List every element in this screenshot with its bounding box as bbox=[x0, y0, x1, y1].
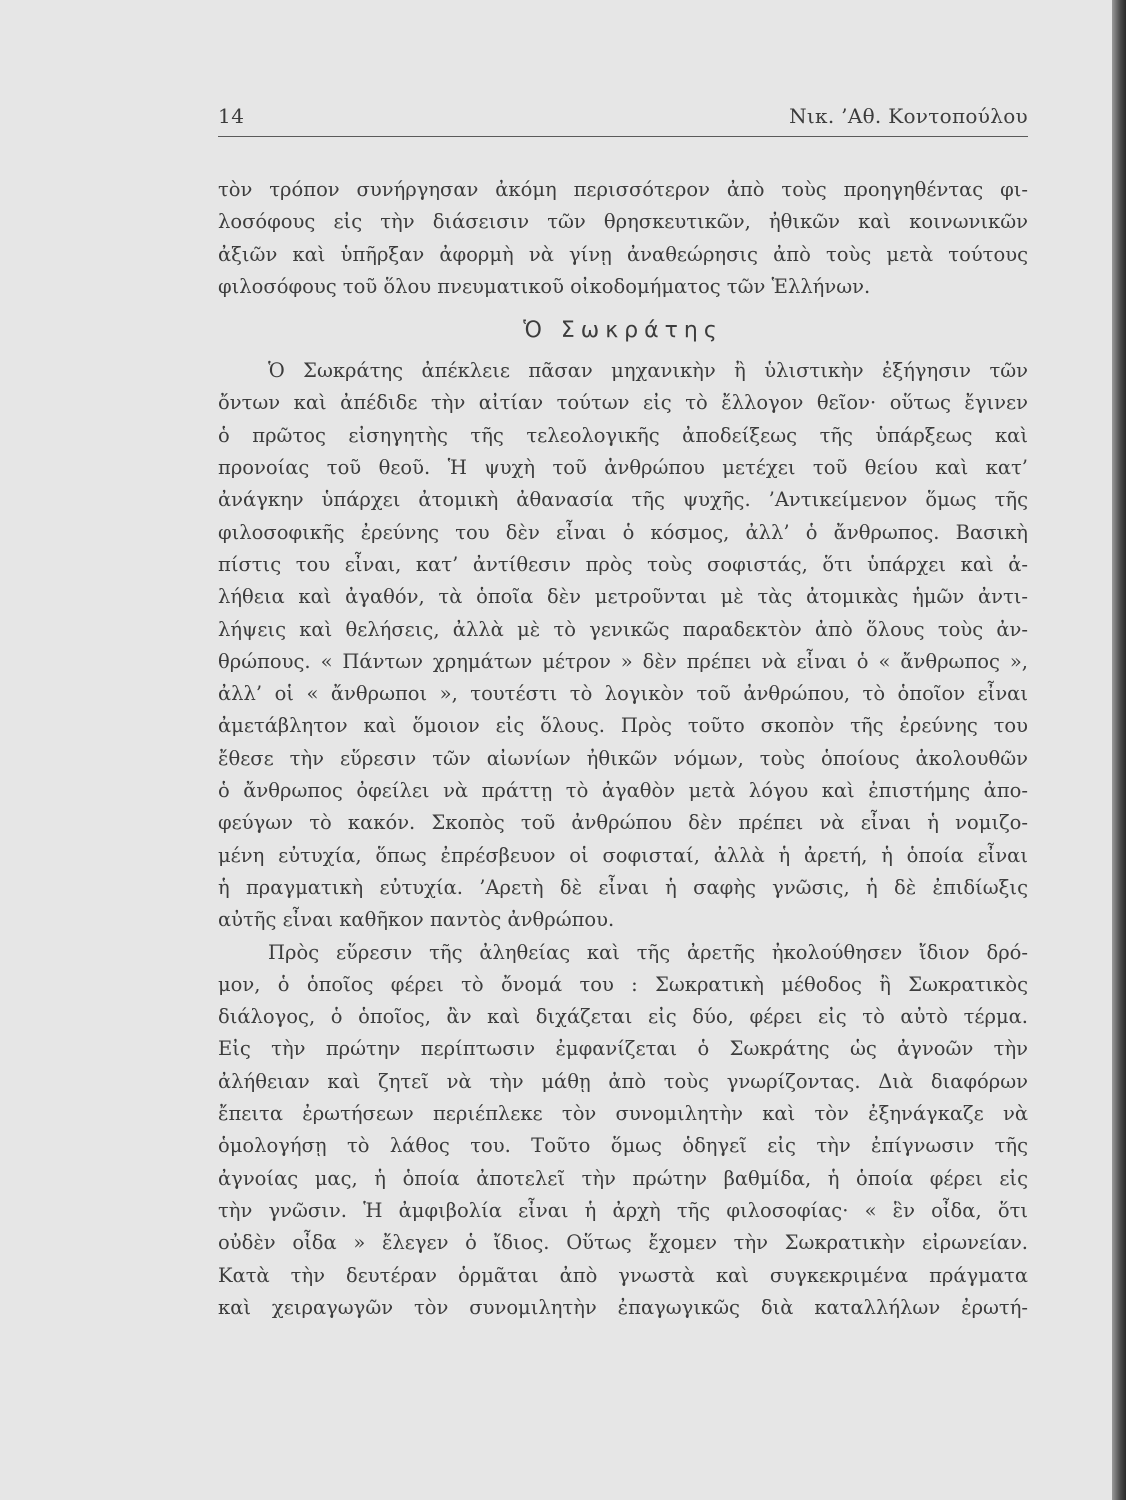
paragraph-intro bbox=[218, 174, 1028, 303]
text-line: ὄντων καὶ ἀπέδιδε τὴν αἰτίαν τούτων εἰς τὸ ἔλλογον θεῖον· οὕτως ἔγινεν bbox=[218, 391, 1028, 415]
page-body bbox=[218, 174, 1028, 1324]
text-line: λοσόφους εἰς τὴν διάσεισιν τῶν θρησκευτικῶν, ἠθικῶν καὶ κοινωνικῶν bbox=[218, 210, 1028, 234]
text-line: διάλογος, ὁ ὁποῖος, ἂν καὶ διχάζεται εἰς δύο, φέρει εἰς τὸ αὐτὸ τέρμα. bbox=[218, 1005, 1028, 1029]
text-line: ὁμολογήσῃ τὸ λάθος του. Τοῦτο ὅμως ὁδηγεῖ εἰς τὴν ἐπίγνωσιν τῆς bbox=[218, 1134, 1028, 1158]
paragraph-socrates bbox=[218, 355, 1028, 936]
text-line: καὶ χειραγωγῶν τὸν συνομιλητὴν ἐπαγωγικῶς διὰ καταλλήλων ἐρωτή- bbox=[218, 1295, 1028, 1319]
running-head-author: Νικ. ’Αθ. Κοντοπούλου bbox=[789, 104, 1028, 128]
text-line: θρώπους. « Πάντων χρημάτων μέτρον » δὲν πρέπει νὰ εἶναι ὁ « ἄνθρωπος », bbox=[218, 649, 1028, 673]
text-line: ὁ πρῶτος εἰσηγητὴς τῆς τελεολογικῆς ἀποδείξεως τῆς ὑπάρξεως καὶ bbox=[218, 423, 1028, 447]
text-line: ἀνάγκην ὑπάρχει ἀτομικὴ ἀθανασία τῆς ψυχῆς. ’Αντικείμενον ὅμως τῆς bbox=[218, 488, 1028, 512]
text-line: ἀξιῶν καὶ ὑπῆρξαν ἀφορμὴ νὰ γίνῃ ἀναθεώρησις ἀπὸ τοὺς μετὰ τούτους bbox=[218, 242, 1028, 266]
text-line: ἔθεσε τὴν εὕρεσιν τῶν αἰωνίων ἠθικῶν νόμων, τοὺς ὁποίους ἀκολουθῶν bbox=[218, 746, 1028, 770]
scan-edge-shadow bbox=[1112, 0, 1126, 1500]
text-line: ἀμετάβλητον καὶ ὅμοιον εἰς ὅλους. Πρὸς τοῦτο σκοπὸν τῆς ἐρεύνης του bbox=[218, 714, 1028, 738]
section-heading: Ὁ Σωκράτης bbox=[523, 318, 723, 344]
text-line: ἀλλ’ οἱ « ἄνθρωποι », τουτέστι τὸ λογικὸν τοῦ ἀνθρώπου, τὸ ὁποῖον εἶναι bbox=[218, 682, 1028, 706]
text-line: λήψεις καὶ θελήσεις, ἀλλὰ μὲ τὸ γενικῶς παραδεκτὸν ἀπὸ ὅλους τοὺς ἀν- bbox=[218, 617, 1028, 641]
page-header bbox=[218, 102, 1028, 137]
text-line: φιλοσοφικῆς ἐρεύνης του δὲν εἶναι ὁ κόσμος, ἀλλ’ ὁ ἄνθρωπος. Βασικὴ bbox=[218, 520, 1028, 544]
page-number: 14 bbox=[218, 104, 245, 128]
text-line: ὁ ἄνθρωπος ὀφείλει νὰ πράττῃ τὸ ἀγαθὸν μετὰ λόγου καὶ ἐπιστήμης ἀπο- bbox=[218, 779, 1028, 803]
text-line: Κατὰ τὴν δευτέραν ὁρμᾶται ἀπὸ γνωστὰ καὶ συγκεκριμένα πράγματα bbox=[218, 1263, 1028, 1287]
text-line: φεύγων τὸ κακόν. Σκοπὸς τοῦ ἀνθρώπου δὲν πρέπει νὰ εἶναι ἡ νομιζο- bbox=[218, 811, 1028, 835]
text-line: οὐδὲν οἶδα » ἔλεγεν ὁ ἴδιος. Οὕτως ἔχομεν τὴν Σωκρατικὴν εἰρωνείαν. bbox=[218, 1231, 1028, 1255]
text-line: Πρὸς εὕρεσιν τῆς ἀληθείας καὶ τῆς ἀρετῆς ἠκολούθησεν ἴδιον δρό- bbox=[268, 940, 1028, 964]
text-line: Εἰς τὴν πρώτην περίπτωσιν ἐμφανίζεται ὁ Σωκράτης ὡς ἀγνοῶν τὴν bbox=[218, 1037, 1028, 1061]
text-line: αὐτῆς εἶναι καθῆκον παντὸς ἀνθρώπου. bbox=[218, 908, 615, 932]
text-line: πίστις του εἶναι, κατ’ ἀντίθεσιν πρὸς τοὺς σοφιστάς, ὅτι ὑπάρχει καὶ ἀ- bbox=[218, 552, 1028, 576]
paragraph-method bbox=[218, 937, 1028, 1325]
text-line: τὴν γνῶσιν. Ἡ ἀμφιβολία εἶναι ἡ ἀρχὴ τῆς φιλοσοφίας· « ἓν οἶδα, ὅτι bbox=[218, 1198, 1028, 1222]
text-line: ἀγνοίας μας, ἡ ὁποία ἀποτελεῖ τὴν πρώτην βαθμίδα, ἡ ὁποία φέρει εἰς bbox=[218, 1166, 1028, 1190]
text-line: μένη εὐτυχία, ὅπως ἐπρέσβευον οἱ σοφισταί, ἀλλὰ ἡ ἀρετή, ἡ ὁποία εἶναι bbox=[218, 843, 1028, 867]
text-line: λήθεια καὶ ἀγαθόν, τὰ ὁποῖα δὲν μετροῦνται μὲ τὰς ἀτομικὰς ἡμῶν ἀντι- bbox=[218, 585, 1028, 609]
text-line: τὸν τρόπον συνήργησαν ἀκόμη περισσότερον ἀπὸ τοὺς προηγηθέντας φι- bbox=[218, 178, 1028, 201]
text-line: Ὁ Σωκράτης ἀπέκλειε πᾶσαν μηχανικὴν ἢ ὑλιστικὴν ἐξήγησιν τῶν bbox=[268, 359, 1028, 383]
text-line: ἀλήθειαν καὶ ζητεῖ νὰ τὴν μάθῃ ἀπὸ τοὺς γνωρίζοντας. Διὰ διαφόρων bbox=[218, 1069, 1028, 1093]
text-line: μον, ὁ ὁποῖος φέρει τὸ ὄνομά του : Σωκρατικὴ μέθοδος ἢ Σωκρατικὸς bbox=[218, 972, 1028, 996]
text-line: προνοίας τοῦ θεοῦ. Ἡ ψυχὴ τοῦ ἀνθρώπου μετέχει τοῦ θείου καὶ κατ’ bbox=[218, 456, 1028, 480]
text-line: φιλοσόφους τοῦ ὅλου πνευματικοῦ οἰκοδομήματος τῶν Ἑλλήνων. bbox=[218, 274, 871, 298]
text-line: ἔπειτα ἐρωτήσεων περιέπλεκε τὸν συνομιλητὴν καὶ τὸν ἐξηνάγκαζε νὰ bbox=[218, 1102, 1028, 1126]
text-line: ἡ πραγματικὴ εὐτυχία. ’Αρετὴ δὲ εἶναι ἡ σαφὴς γνῶσις, ἡ δὲ ἐπιδίωξις bbox=[218, 875, 1028, 899]
